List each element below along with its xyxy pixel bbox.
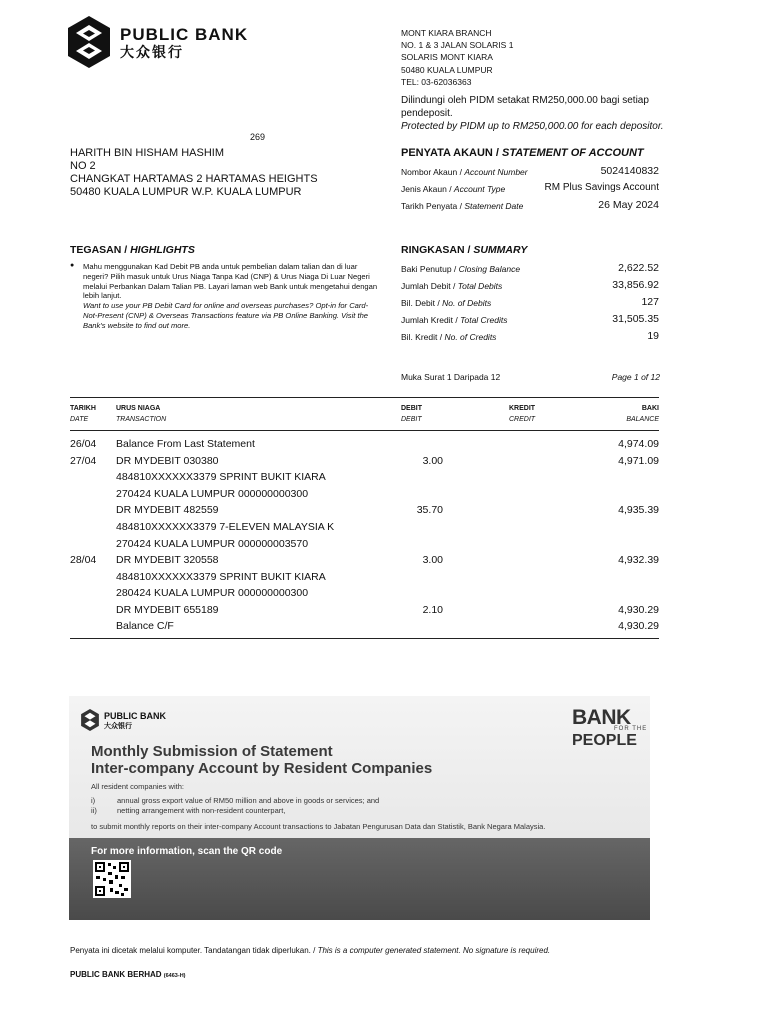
total-credits-value: 31,505.35 [612, 313, 659, 325]
branch-address [401, 27, 513, 88]
account-type-value: RM Plus Savings Account [544, 182, 659, 193]
banner-intro: All resident companies with: [91, 782, 184, 791]
banner-item-text: annual gross export value of RM50 million and above in goods or services; and [117, 796, 380, 805]
customer-name: HARITH BIN HISHAM HASHIM [70, 147, 225, 159]
row-balance: 4,935.39 [618, 504, 659, 516]
pidm-notice [401, 94, 681, 133]
header-transaction-en: TRANSACTION [116, 416, 167, 423]
row-debit: 35.70 [416, 504, 443, 516]
row-desc: 280424 KUALA LUMPUR 000000000300 [116, 587, 309, 599]
no-of-credits-value: 19 [647, 330, 659, 342]
row-desc: Balance From Last Statement [116, 438, 255, 450]
highlights-title: TEGASAN / HIGHLIGHTS [70, 244, 195, 256]
row-balance: 4,930.29 [618, 620, 659, 632]
pidm-ms: Dilindungi oleh PIDM setakat RM250,000.00 bagi setiap pendeposit. [401, 95, 649, 119]
row-desc: 484810XXXXXX3379 SPRINT BUKIT KIARA [116, 571, 326, 583]
no-of-debits-value: 127 [641, 296, 659, 308]
statement-title: PENYATA AKAUN / STATEMENT OF ACCOUNT [401, 147, 644, 159]
banner-cta: For more information, scan the QR code [91, 846, 283, 857]
page-number-en: Page 1 of 12 [611, 372, 660, 382]
header-date: TARIKH [70, 405, 96, 412]
banner-item-num: i) [91, 796, 96, 805]
header-debit: DEBIT [401, 405, 422, 412]
pidm-en: Protected by PIDM up to RM250,000.00 for each depositor. [401, 121, 664, 132]
no-of-credits-label: Bil. Kredit / No. of Credits [401, 332, 497, 342]
row-desc: 270424 KUALA LUMPUR 000000003570 [116, 538, 309, 550]
row-date: 28/04 [70, 554, 97, 566]
header-transaction: URUS NIAGA [116, 405, 161, 412]
branch-line: MONT KIARA BRANCH [401, 28, 492, 38]
address-line: 50480 KUALA LUMPUR W.P. KUALA LUMPUR [70, 186, 302, 198]
row-desc: 484810XXXXXX3379 SPRINT BUKIT KIARA [116, 471, 326, 483]
summary-title: RINGKASAN / SUMMARY [401, 244, 528, 256]
row-balance: 4,932.39 [618, 554, 659, 566]
banner-bank-name-cn: 大众银行 [104, 723, 132, 730]
customer-address [70, 147, 318, 199]
table-header-rule [70, 430, 659, 431]
table-bottom-rule [70, 638, 659, 639]
branch-line: SOLARIS MONT KIARA [401, 52, 493, 63]
account-type-label: Jenis Akaun / Account Type [401, 184, 506, 194]
branch-line: TEL: 03-62036363 [401, 76, 472, 87]
row-debit: 3.00 [422, 455, 443, 467]
header-credit: KREDIT [509, 405, 536, 412]
total-credits-label: Jumlah Kredit / Total Credits [401, 315, 508, 325]
branch-line: 50480 KUALA LUMPUR [401, 64, 493, 75]
row-desc: DR MYDEBIT 655189 [116, 604, 219, 616]
row-desc: DR MYDEBIT 030380 [116, 455, 219, 467]
account-number-label: Nombor Akaun / Account Number [401, 167, 528, 177]
header-credit-en: CREDIT [509, 416, 536, 423]
row-debit: 2.10 [422, 604, 443, 616]
statement-date-label: Tarikh Penyata / Statement Date [401, 201, 524, 211]
highlights-text-ms: Mahu menggunakan Kad Debit PB anda untuk pembelian dalam talian dan di luar negeri? Pilih masuk untuk Urus Niaga Tanpa Kad (CNP) & Urus Niaga Di Luar Negeri melalui Perbankan Dalam Talian PB. Layari laman web Bank untuk mengetahui dengan lebih lanjut. [83, 262, 378, 301]
computer-generated-note: Penyata ini dicetak melalui komputer. Tandatangan tidak diperlukan. / This is a computer generated statement. No signature is required. [70, 946, 551, 955]
address-line: NO 2 [70, 160, 96, 172]
company-name: PUBLIC BANK BERHAD (6463-H) [70, 970, 186, 979]
banner-heading: Monthly Submission of Statement Inter-company Account by Resident Companies [91, 743, 433, 777]
row-desc: DR MYDEBIT 482559 [116, 504, 219, 516]
closing-balance-label: Baki Penutup / Closing Balance [401, 264, 521, 274]
banner-bank-name: PUBLIC BANK [104, 711, 166, 721]
header-date-en: DATE [70, 416, 89, 423]
page-number-ms: Muka Surat 1 Daripada 12 [401, 372, 501, 382]
highlights-text-en: Want to use your PB Debit Card for online and overseas purchases? Opt-in for Card-Not-Present (CNP) & Overseas Transactions feature via PB Online Banking. Visit the Bank's website to find out more. [83, 301, 369, 330]
row-desc: 484810XXXXXX3379 7-ELEVEN MALAYSIA K [116, 521, 335, 533]
header-balance-en: BALANCE [626, 416, 659, 423]
total-debits-label: Jumlah Debit / Total Debits [401, 281, 503, 291]
reference-number: 269 [250, 132, 266, 142]
row-desc: Balance C/F [116, 620, 174, 632]
table-top-rule [70, 397, 659, 398]
promo-banner [69, 696, 650, 920]
row-desc: 270424 KUALA LUMPUR 000000000300 [116, 488, 309, 500]
banner-item-text: netting arrangement with non-resident counterpart, [117, 806, 286, 815]
no-of-debits-label: Bil. Debit / No. of Debits [401, 298, 492, 308]
qr-code-icon[interactable] [93, 860, 131, 898]
row-balance: 4,971.09 [618, 455, 659, 467]
address-line: CHANGKAT HARTAMAS 2 HARTAMAS HEIGHTS [70, 173, 318, 185]
bank-name-chinese: 大众银行 [120, 44, 184, 60]
account-number-value: 5024140832 [600, 165, 659, 177]
header-debit-en: DEBIT [401, 416, 422, 423]
banner-final-text: to submit monthly reports on their inter-company Account transactions to Jabatan Pengurusan Data dan Statistik, Bank Negara Malaysia. [91, 822, 546, 831]
row-desc: DR MYDEBIT 320558 [116, 554, 219, 566]
public-bank-logo-icon [68, 16, 110, 68]
tagline-people: PEOPLE [572, 732, 637, 749]
closing-balance-value: 2,622.52 [618, 262, 659, 274]
bank-name: PUBLIC BANK [120, 25, 249, 44]
tagline-for-the: FOR THE [614, 726, 648, 732]
bullet-icon: ● [70, 262, 75, 269]
row-date: 27/04 [70, 455, 97, 467]
row-balance: 4,974.09 [618, 438, 659, 450]
header-balance: BAKI [641, 405, 659, 412]
total-debits-value: 33,856.92 [612, 279, 659, 291]
row-debit: 3.00 [422, 554, 443, 566]
branch-line: NO. 1 & 3 JALAN SOLARIS 1 [401, 40, 514, 51]
banner-item-num: ii) [91, 806, 97, 815]
row-balance: 4,930.29 [618, 604, 659, 616]
statement-date-value: 26 May 2024 [598, 199, 659, 211]
row-date: 26/04 [70, 438, 97, 450]
public-bank-logo-icon [81, 709, 99, 731]
tagline-bank: BANK [572, 706, 631, 729]
highlights-text [83, 262, 378, 331]
